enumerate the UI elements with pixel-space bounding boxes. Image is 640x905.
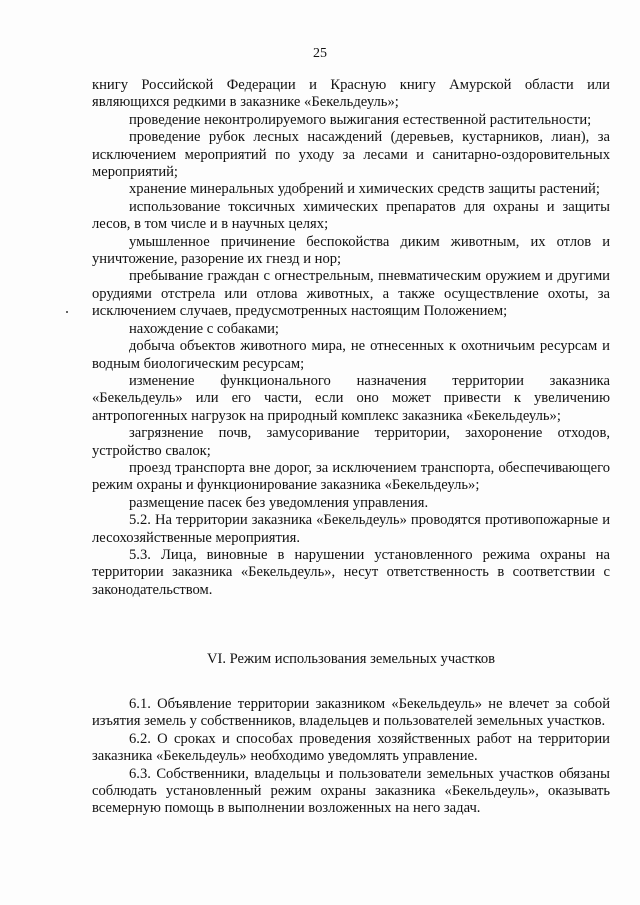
- paragraph-5-2: 5.2. На территории заказника «Бекельдеуль» проводятся противопожарные и лесохозяйственные мероприятия.: [92, 512, 610, 546]
- paragraph: добыча объектов животного мира, не отнесенных к охотничьим ресурсам и водным биологическим ресурсам;: [92, 338, 610, 372]
- section-heading: VI. Режим использования земельных участков: [206, 651, 496, 667]
- paragraph: проезд транспорта вне дорог, за исключением транспорта, обеспечивающего режим охраны и функционирование заказника «Бекельдеуль»;: [92, 459, 610, 494]
- paragraph: размещение пасек без уведомления управления.: [129, 494, 429, 511]
- paragraph: проведение неконтролируемого выжигания естественной растительности;: [129, 111, 592, 128]
- section-heading-block: [92, 651, 610, 668]
- paragraph: изменение функционального назначения территории заказника «Бекельдеуль» или его части, если оно может привести к увеличению антропогенных нагрузок на природный комплекс заказника «Бекельдеуль»;: [92, 372, 610, 424]
- paragraph: нахождение с собаками;: [129, 320, 279, 337]
- paragraph: хранение минеральных удобрений и химических средств защиты растений;: [129, 181, 600, 198]
- section-body: [92, 696, 610, 818]
- paragraph: загрязнение почв, замусоривание территории, захоронение отходов, устройство свалок;: [92, 425, 610, 459]
- paragraph-5-3: 5.3. Лица, виновные в нарушении установленного режима охраны на территории заказника «Бекельдеуль», несут ответственность в соответствии с законодательством.: [92, 546, 610, 598]
- page-number: 25: [313, 46, 327, 61]
- paragraph: книгу Российской Федерации и Красную книгу Амурской области или являющихся редкими в заказнике «Бекельдеуль»;: [92, 77, 610, 111]
- paragraph-6-3: 6.3. Собственники, владельцы и пользователи земельных участков обязаны соблюдать установленный режим охраны заказника «Бекельдеуль», оказывать всемерную помощь в выполнении возложенных на него задач.: [92, 765, 610, 817]
- paragraph: использование токсичных химических препаратов для охраны и защиты лесов, в том числе и в научных целях;: [92, 198, 610, 233]
- paragraph-6-2: 6.2. О сроках и способах проведения хозяйственных работ на территории заказника «Бекельдеуль» необходимо уведомлять управление.: [92, 730, 610, 765]
- paragraph: проведение рубок лесных насаждений (деревьев, кустарников, лиан), за исключением мероприятий по уходу за лесами и санитарно-оздоровительных мероприятий;: [92, 129, 610, 181]
- paragraph-6-1: 6.1. Объявление территории заказником «Бекельдеуль» не влечет за собой изъятия земель у собственников, владельцев и пользователей земельных участков.: [92, 696, 610, 730]
- paragraph: умышленное причинение беспокойства диким животным, их отлов и уничтожение, разорение их гнезд и нор;: [92, 233, 610, 268]
- restrictions-list: [92, 77, 610, 599]
- scan-speck: [66, 311, 68, 313]
- paragraph: пребывание граждан с огнестрельным, пневматическим оружием и другими орудиями отстрела или отлова животных, а также осуществление охоты, за исключением случаев, предусмотренных настоящим Положением;: [92, 268, 610, 320]
